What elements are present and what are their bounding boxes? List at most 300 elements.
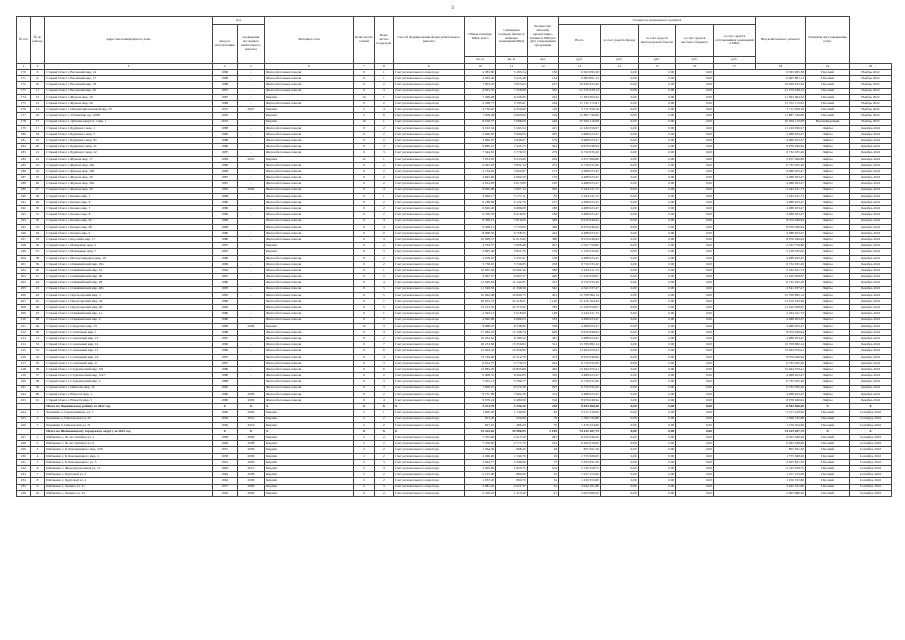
table-cell: 5 (374, 305, 393, 311)
table-cell: 3 177,11 (496, 193, 527, 199)
table-cell: 4 (374, 280, 393, 286)
table-cell: 3 (374, 323, 393, 329)
table-cell: 9 (353, 187, 374, 193)
table-cell: Итого по Шебекинскому городскому округу за 2022 год (45, 428, 212, 434)
table-cell: Декабрь 2022 (850, 268, 892, 274)
col-cost-fund: за счет средств Фонда (600, 25, 638, 57)
table-cell: 9 (353, 199, 374, 205)
table-cell: Старый Оскол г, Солнечный мкр, 15 (45, 348, 212, 354)
table-cell: 2 244 011,73 (559, 187, 601, 193)
table-cell: 0,00 (600, 82, 638, 88)
table-cell: 380 (527, 237, 558, 243)
table-cell: Старый Оскол г, Студенческий мкр, 3/4/7 (45, 373, 212, 379)
table-cell: Железобетонные панели (265, 354, 354, 360)
table-cell: 2 (30, 441, 45, 447)
table-cell: Счет регионального оператора (393, 416, 464, 422)
col-address: Адрес многоквартирного дома (45, 17, 212, 64)
table-cell: 1986 (212, 193, 237, 199)
table-cell: 8 976 046,94 (559, 224, 601, 230)
table-cell: Железобетонные панели (265, 82, 354, 88)
table-cell: 11 363 064,52 (559, 94, 601, 100)
table-cell: Кирпич (265, 107, 354, 113)
table-cell: Лифты (806, 212, 850, 218)
table-cell: 184 (527, 100, 558, 106)
table-cell: 6 262 618,00 (713, 441, 805, 447)
table-cell: 0,00 (600, 237, 638, 243)
table-cell: Железобетонные панели (265, 367, 354, 373)
table-cell: 4 465,40 (464, 76, 495, 82)
table-cell: Счет регионального оператора (393, 329, 464, 335)
table-cell: Декабрь 2022 (850, 237, 892, 243)
table-cell: Декабрь 2022 (850, 255, 892, 261)
table-cell: Ноябрь 2022 (850, 88, 892, 94)
table-cell: Кирпич (265, 323, 354, 329)
table-cell: X (237, 404, 264, 410)
table-cell: Железобетонные панели (265, 88, 354, 94)
table-cell: 177 (17, 113, 31, 119)
column-number: 17 (713, 64, 755, 70)
table-cell: 7 558,08 (496, 88, 527, 94)
table-cell: 4 593,13 (464, 311, 495, 317)
table-cell: 2008 (237, 441, 264, 447)
table-cell: Кирпич (265, 466, 354, 472)
table-cell: - (237, 385, 264, 391)
table-cell: Шебекино г, Крупской ул, 2 (45, 472, 212, 478)
table-cell: 0,00 (638, 70, 676, 76)
table-cell: Сентябрь 2022 (850, 441, 892, 447)
table-cell: X (850, 404, 892, 410)
table-cell: 76 (527, 416, 558, 422)
table-cell: 21 579 438,14 (713, 88, 805, 94)
table-cell: 2 (374, 441, 393, 447)
table-cell: 2 (374, 422, 393, 428)
table-cell: 15 (30, 100, 45, 106)
table-cell: Кирпич (265, 453, 354, 459)
table-cell: 174 (17, 94, 31, 100)
table-cell: 4 (374, 329, 393, 335)
table-cell: 0,00 (676, 336, 714, 342)
table-cell: 15 708 082,14 (713, 292, 805, 298)
table-cell: 9 (353, 82, 374, 88)
column-number: 18 (755, 64, 805, 70)
table-cell: Кирпич (265, 422, 354, 428)
table-cell: 9 480,99 (496, 397, 527, 403)
table-cell: 1986 (212, 212, 237, 218)
table-cell: 6 665 891,13 (559, 76, 601, 82)
table-cell: 4 (374, 354, 393, 360)
table-cell: 1 (374, 76, 393, 82)
table-cell: 0,00 (638, 472, 676, 478)
table-cell: 54 (30, 354, 45, 360)
table-cell: 2 244 011,73 (559, 311, 601, 317)
table-cell: 31 (30, 212, 45, 218)
table-cell: Счет регионального оператора (393, 354, 464, 360)
table-cell: 5 474,70 (464, 404, 495, 410)
table-cell: 310 (527, 373, 558, 379)
table-cell: 0,00 (638, 125, 676, 131)
table-cell: 0,00 (600, 119, 638, 125)
table-cell: 1987 (212, 94, 237, 100)
table-cell: - (237, 218, 264, 224)
table-cell: 4 840,08 (464, 317, 495, 323)
col-premises-area: Суммарная площадь жилых и нежилых помещений МКД (496, 17, 527, 57)
table-cell: Железобетонные панели (265, 286, 354, 292)
table-cell: 1987 (212, 336, 237, 342)
table-cell: 362 (527, 187, 558, 193)
table-cell: 3 (374, 150, 393, 156)
column-number: 15 (638, 64, 676, 70)
table-cell: 8 976 046,94 (559, 144, 601, 150)
table-cell: 6 (374, 367, 393, 373)
table-cell: 0,00 (676, 156, 714, 162)
table-cell: 0,00 (638, 453, 676, 459)
table-cell: 27 (30, 187, 45, 193)
table-cell: 0,00 (600, 193, 638, 199)
table-cell: Декабрь 2022 (850, 212, 892, 218)
table-cell: 0,00 (600, 472, 638, 478)
table-cell: 221 (17, 385, 31, 391)
table-cell: Счет регионального оператора (393, 150, 464, 156)
table-cell: Декабрь 2022 (850, 342, 892, 348)
table-cell: Счет регионального оператора (393, 162, 464, 168)
table-cell: 0,00 (676, 435, 714, 441)
table-cell: 35 900,95 (496, 428, 527, 434)
table-cell: - (237, 181, 264, 187)
table-cell: 11 220 058,67 (559, 274, 601, 280)
table-cell: 227 (17, 435, 31, 441)
table-cell: 10 (30, 490, 45, 496)
table-cell: 1986 (212, 199, 237, 205)
table-cell: 59 (30, 385, 45, 391)
table-cell: 37 (30, 249, 45, 255)
table-cell: 0,00 (638, 144, 676, 150)
table-cell: Плоский (806, 94, 850, 100)
table-cell: 20 (30, 144, 45, 150)
table-cell: 8 976 046,94 (559, 397, 601, 403)
table-cell: 1983 (212, 286, 237, 292)
table-cell: 4 598,77 (464, 100, 495, 106)
table-cell: 172 (17, 82, 31, 88)
table-cell: 13 (30, 94, 45, 100)
table-cell: Старый Оскол г, Пролетарский мкр, 60 (45, 305, 212, 311)
table-cell: 2 244 011,73 (713, 187, 805, 193)
table-cell: Сентябрь 2022 (850, 478, 892, 484)
table-cell: 0,00 (600, 249, 638, 255)
table-cell: 57 (30, 373, 45, 379)
table-cell: 0,00 (600, 391, 638, 397)
table-cell: Старый Оскол г, Весенний мкр, 14 (45, 70, 212, 76)
table-cell: 2008 (237, 472, 264, 478)
table-cell: Декабрь 2022 (850, 224, 892, 230)
table-cell: 222 (527, 94, 558, 100)
table-cell: Счет регионального оператора (393, 249, 464, 255)
table-cell: 1986 (212, 144, 237, 150)
table-cell: Чернянка п, Орджоникидзе ул, 7 (45, 410, 212, 416)
column-number: 10 (464, 64, 495, 70)
table-cell: 0,00 (676, 441, 714, 447)
table-cell: 6 943,63 (464, 162, 495, 168)
table-cell: Кирпич (265, 435, 354, 441)
table-cell: 4 488 023,47 (559, 175, 601, 181)
table-cell: Шебекино г, Ленина ул, 31 (45, 484, 212, 490)
table-cell: 1986 (212, 348, 237, 354)
table-cell: 782 (527, 305, 558, 311)
table-cell: 24 (30, 169, 45, 175)
table-cell: 1966 (212, 441, 237, 447)
table-cell: 2010 (237, 422, 264, 428)
table-cell: Кирпич (265, 249, 354, 255)
table-cell: Декабрь 2022 (850, 218, 892, 224)
table-cell: 3 357,41 (496, 255, 527, 261)
table-cell: 51 325,62 (464, 428, 495, 434)
table-cell: 12 512,78 (496, 354, 527, 360)
table-cell: Старый Оскол г, Олимпийский мкр, 48 (45, 280, 212, 286)
table-cell: 0,00 (600, 274, 638, 280)
table-cell: Лифты (806, 317, 850, 323)
table-cell: Лифты (806, 268, 850, 274)
table-cell: Старый Оскол г, Будённого мкр, 8а (45, 138, 212, 144)
page-number: 3 (451, 6, 454, 11)
table-cell: 182 (17, 144, 31, 150)
table-cell: 0,00 (600, 428, 638, 434)
table-cell: Кирпич (265, 478, 354, 484)
table-cell: 6 732 035,20 (713, 385, 805, 391)
table-cell: 2 (374, 230, 393, 236)
table-cell: 8 976 046,94 (713, 237, 805, 243)
table-cell: 5 128 332,62 (559, 249, 601, 255)
table-cell: - (237, 199, 264, 205)
table-cell: 194 (17, 218, 31, 224)
table-cell: Счет регионального оператора (393, 125, 464, 131)
table-cell: 4 060,59 (496, 175, 527, 181)
table-cell: 0,00 (600, 162, 638, 168)
table-cell: 9 865,21 (464, 144, 495, 150)
table-cell: 7 455,13 (464, 379, 495, 385)
table-cell: Старый Оскол г, Олимпийский мкр, 24 (45, 268, 212, 274)
column-number: 19 (806, 64, 850, 70)
table-cell: - (237, 373, 264, 379)
table-cell: 5 (353, 466, 374, 472)
table-cell: 9 598,13 (464, 224, 495, 230)
table-cell: 7 600,27 (464, 385, 495, 391)
table-cell: 1983 (212, 187, 237, 193)
table-cell: 0,00 (638, 107, 676, 113)
table-cell: Счет регионального оператора (393, 212, 464, 218)
table-cell: Старый Оскол г, Будённого мкр, 1 (45, 125, 212, 131)
table-cell: 0,00 (600, 181, 638, 187)
table-cell: 7 355,90 (464, 435, 495, 441)
table-cell: - (237, 261, 264, 267)
table-cell: Лифты (806, 125, 850, 131)
table-cell: 1986 (212, 311, 237, 317)
table-cell: 0,00 (676, 373, 714, 379)
table-cell: Счет регионального оператора (393, 70, 464, 76)
table-cell: Лифты (806, 292, 850, 298)
table-cell: 9 (353, 193, 374, 199)
table-cell: 2 (374, 453, 393, 459)
table-cell: 3 846,07 (496, 138, 527, 144)
table-cell: 2 (374, 472, 393, 478)
table-cell: 6 262 618,00 (559, 441, 601, 447)
table-cell: 5 128 332,62 (713, 249, 805, 255)
table-cell: 217 (17, 360, 31, 366)
table-cell: 3 908,48 (496, 243, 527, 249)
table-cell: 1965 (212, 113, 237, 119)
table-cell: 34 (527, 478, 558, 484)
table-cell: 0,00 (600, 255, 638, 261)
table-cell: 1964 (212, 478, 237, 484)
table-cell: 2 244 011,73 (559, 268, 601, 274)
table-cell: Сентябрь 2022 (850, 422, 892, 428)
table-cell: Старый Оскол г, Олимпийский мкр, 60 (45, 274, 212, 280)
table-cell: 25 (30, 175, 45, 181)
table-cell: Чернянка п, Пионерская ул, 24 (45, 416, 212, 422)
table-cell: Декабрь 2022 (850, 360, 892, 366)
table-cell: 3 846,07 (464, 138, 495, 144)
table-cell: 1 479 324,60 (559, 422, 601, 428)
table-cell: 0,00 (600, 138, 638, 144)
col-work-type: Вид капитального ремонта (755, 17, 805, 64)
table-cell: 9 (353, 70, 374, 76)
table-cell: Счет регионального оператора (393, 435, 464, 441)
table-cell: Железобетонные панели (265, 360, 354, 366)
table-cell: Декабрь 2022 (850, 305, 892, 311)
table-cell: 0,00 (600, 435, 638, 441)
table-cell: 30 (30, 206, 45, 212)
table-cell: 2 (353, 459, 374, 465)
column-number: 11 (496, 64, 527, 70)
table-cell: 0,00 (638, 206, 676, 212)
table-cell: 2 675 366,80 (559, 156, 601, 162)
table-cell: 16 (30, 113, 45, 119)
table-cell: Ноябрь 2022 (850, 82, 892, 88)
table-cell: 0,00 (676, 379, 714, 385)
table-cell: 1 (374, 119, 393, 125)
table-cell: 36 (30, 243, 45, 249)
table-cell: 1986 (212, 397, 237, 403)
table-cell: Декабрь 2022 (850, 317, 892, 323)
table-cell: 9 (353, 237, 374, 243)
table-cell: - (237, 243, 264, 249)
table-cell: Счет регионального оператора (393, 255, 464, 261)
table-cell: 0,00 (600, 100, 638, 106)
table-cell: 0,00 (676, 88, 714, 94)
table-cell: 2013 (237, 466, 264, 472)
table-cell: 4 488 023,47 (559, 181, 601, 187)
table-cell: 1 479 324,60 (713, 422, 805, 428)
table-cell: Лифты (806, 131, 850, 137)
table-cell: 0,00 (638, 311, 676, 317)
table-cell: 0,00 (676, 478, 714, 484)
table-cell: Счет регионального оператора (393, 175, 464, 181)
table-cell: Декабрь 2022 (850, 187, 892, 193)
table-cell: 0,00 (676, 280, 714, 286)
table-cell: 9 (353, 218, 374, 224)
table-cell: Декабрь 2022 (850, 397, 892, 403)
table-cell: 5 776,53 (496, 150, 527, 156)
table-cell: 0,00 (638, 342, 676, 348)
table-cell: 13 464 070,41 (713, 348, 805, 354)
table-cell: 8 976 046,94 (559, 237, 601, 243)
table-cell: 4 488 023,47 (559, 317, 601, 323)
table-cell: Лифты (806, 156, 850, 162)
table-cell: 0,00 (676, 138, 714, 144)
table-cell: 1 (374, 70, 393, 76)
col-cost-owners: за счет средств собственников помещений в МКД (713, 25, 755, 57)
table-cell: 0,00 (600, 88, 638, 94)
unit-rub-3: руб. (638, 57, 676, 64)
table-cell: 26 (527, 447, 558, 453)
table-cell: 246 (527, 119, 558, 125)
table-cell: Декабрь 2022 (850, 169, 892, 175)
table-cell: 188 (17, 181, 31, 187)
table-cell: Железобетонные панели (265, 379, 354, 385)
table-cell: 0,00 (638, 150, 676, 156)
table-cell: 0,00 (600, 175, 638, 181)
table-cell: 1987 (212, 249, 237, 255)
table-cell: 2 944,77 (464, 459, 495, 465)
table-cell: 3 (374, 385, 393, 391)
table-cell: Счет регионального оператора (393, 391, 464, 397)
table-cell: 171 (17, 76, 31, 82)
table-cell: 11 220 058,67 (713, 305, 805, 311)
table-cell: 0,00 (638, 305, 676, 311)
table-cell: Плоский (806, 416, 850, 422)
table-cell: 183 (527, 317, 558, 323)
table-cell: 3 (30, 447, 45, 453)
table-cell: Счет регионального оператора (393, 206, 464, 212)
table-cell: 6 732 035,20 (559, 261, 601, 267)
table-cell: Плоский (806, 472, 850, 478)
table-cell: 2 655 831,50 (713, 459, 805, 465)
table-cell: 2 244 011,73 (713, 311, 805, 317)
column-number: 5 (237, 64, 264, 70)
table-cell: 258 (527, 261, 558, 267)
col-cost-local: за счет средств местного бюджета (676, 25, 714, 57)
table-cell: 2 (374, 416, 393, 422)
table-cell: Итого по Чернянскому району за 2022 год (45, 404, 212, 410)
table-cell: - (237, 348, 264, 354)
table-cell: Лифты (806, 336, 850, 342)
table-cell: 4 250,00 (496, 107, 527, 113)
table-cell: 192 (17, 206, 31, 212)
table-cell: Декабрь 2022 (850, 249, 892, 255)
table-cell: - (237, 237, 264, 243)
table-cell: 205 (17, 286, 31, 292)
table-cell: Железобетонные панели (265, 181, 354, 187)
table-cell: 0,00 (600, 212, 638, 218)
table-cell: 4 488 023,47 (713, 391, 805, 397)
table-cell: Старый Оскол г, Солнечный мкр, 13 (45, 336, 212, 342)
table-cell: - (237, 175, 264, 181)
table-cell: 199 (17, 249, 31, 255)
table-cell: - (237, 379, 264, 385)
table-cell: 6 732 035,20 (713, 150, 805, 156)
table-cell: Декабрь 2022 (850, 261, 892, 267)
table-cell: 4 488 023,47 (559, 169, 601, 175)
table-cell: 206 (17, 292, 31, 298)
table-cell: Плоский (806, 113, 850, 119)
table-cell: 2 (374, 162, 393, 168)
table-cell: 2 466,00 (464, 453, 495, 459)
table-cell: Счет регионального оператора (393, 490, 464, 496)
table-cell: X (374, 404, 393, 410)
table-cell: Декабрь 2022 (850, 329, 892, 335)
table-cell: Счет регионального оператора (393, 199, 464, 205)
table-cell: 2 745 258,75 (713, 466, 805, 472)
table-cell: 10 (353, 119, 374, 125)
table-cell: 4 777,70 (496, 441, 527, 447)
